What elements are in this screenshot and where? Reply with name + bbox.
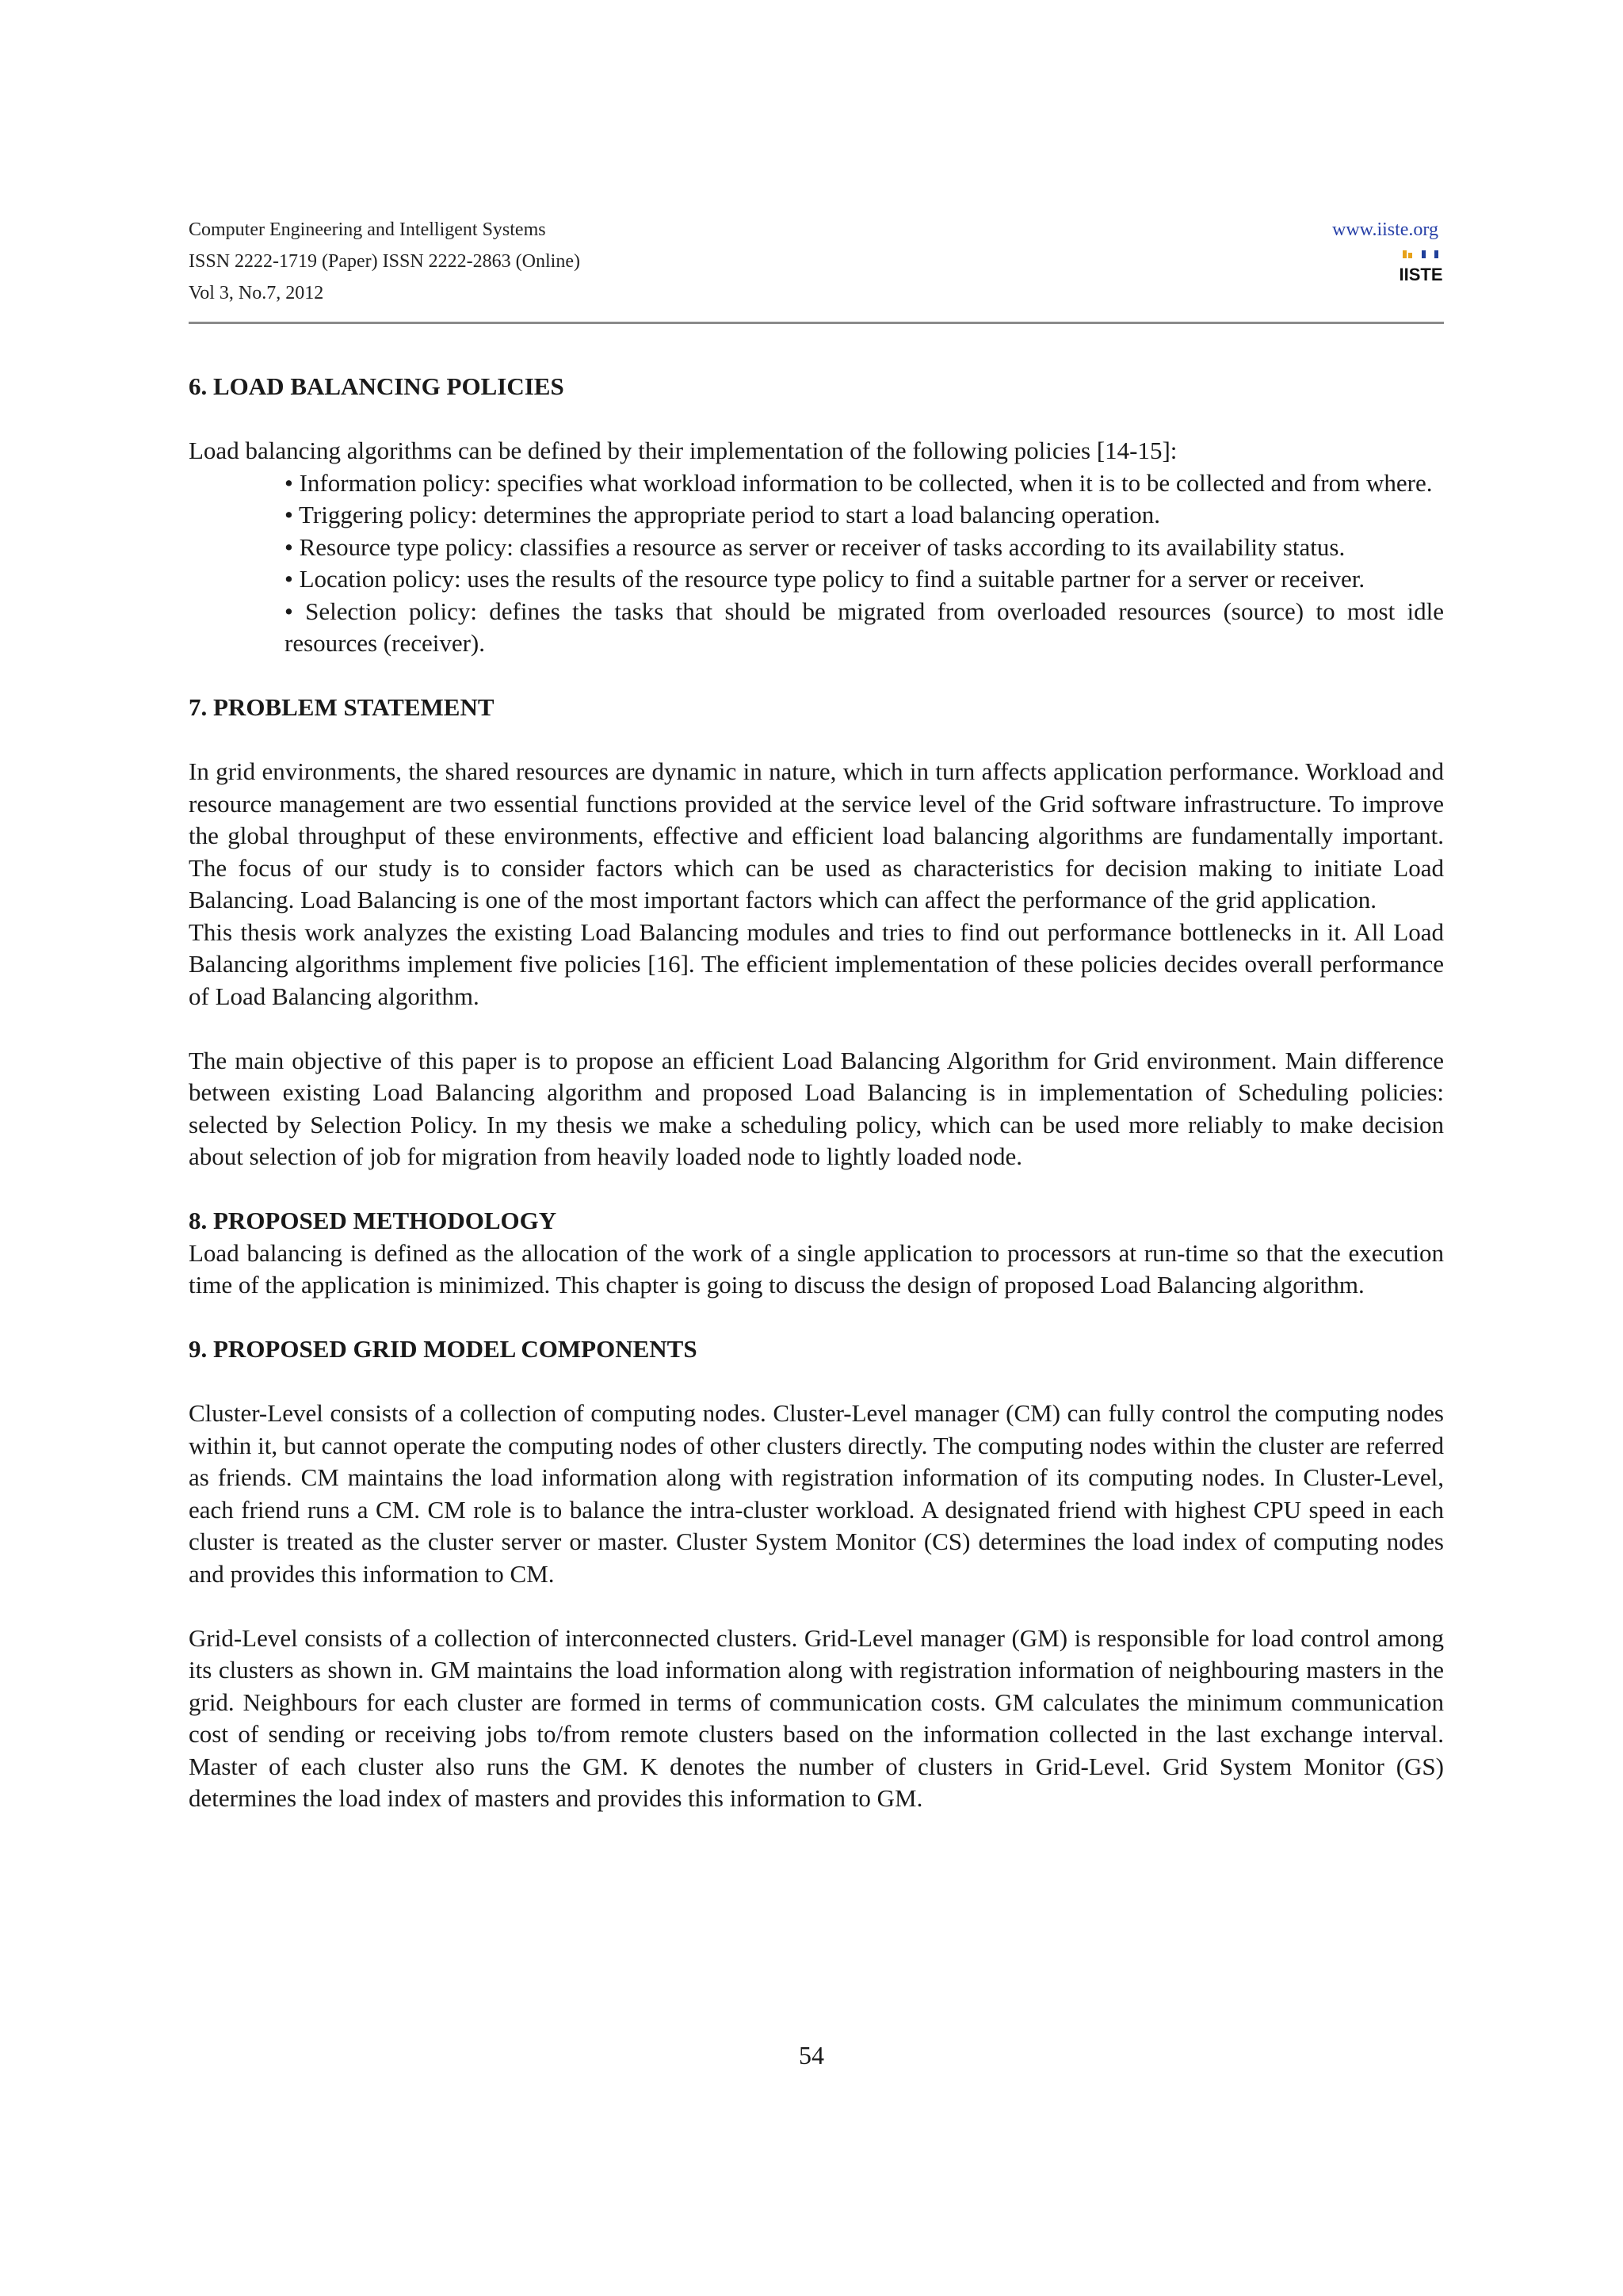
section-heading: 8. PROPOSED METHODOLOGY	[189, 1207, 557, 1234]
volume-line: Vol 3, No.7, 2012	[189, 283, 324, 303]
paragraph: In grid environments, the shared resources are dynamic in nature, which in turn affects application performance. Workload and resource management are two essential functions provided at the service level of the Grid software infrastructure. To improve the global throughput of these environments, effective and efficient load balancing algorithms are fundamentally important. The focus of our study is to consider factors which can be used as characteristics for decision making to initiate Load Balancing. Load Balancing is one of the most important factors which can affect the performance of the grid application.	[189, 757, 1444, 913]
website-link[interactable]: www.iiste.org	[1332, 219, 1438, 240]
section-heading: 6. LOAD BALANCING POLICIES	[189, 372, 564, 400]
section-heading: 9. PROPOSED GRID MODEL COMPONENTS	[189, 1335, 697, 1363]
paragraph: This thesis work analyzes the existing Load Balancing modules and tries to find out performance bottlenecks in it. All Load Balancing algorithms implement five policies [16]. The efficient implementation of these policies decides overall performance of Load Balancing algorithm.	[189, 917, 1444, 1010]
page-number: 54	[799, 2041, 824, 2069]
paragraph: Grid-Level consists of a collection of interconnected clusters. Grid-Level manager (GM) is responsible for load control among its clusters as shown in. GM maintains the load information along with registration information of neighbouring masters in the grid. Neighbours for each cluster are formed in terms of communication costs. GM calculates the minimum communication cost of sending or receiving jobs to/from remote clusters based on the information collected in the last exchange interval. Master of each cluster also runs the GM. K denotes the number of clusters in Grid-Level. Grid System Monitor (GS) determines the load index of masters and provides this information to GM.	[189, 1623, 1444, 1812]
policy-list	[189, 467, 1444, 660]
header-divider	[189, 322, 1444, 324]
journal-title: Computer Engineering and Intelligent Systems	[189, 219, 546, 240]
list-item: • Selection policy: defines the tasks that should be migrated from overloaded resources (source) to most idle resources (receiver).	[285, 597, 1444, 657]
page-header	[189, 214, 1444, 309]
logo-text: IISTE	[1399, 265, 1443, 282]
list-item: • Triggering policy: determines the appropriate period to start a load balancing operation.	[285, 501, 1161, 528]
paragraph: The main objective of this paper is to propose an efficient Load Balancing Algorithm for Grid environment. Main difference between existing Load Balancing algorithm and proposed Load Balancing is in implementation of Scheduling policies: selected by Selection Policy. In my thesis we make a scheduling policy, which can be used more reliably to make decision about selection of job for migration from heavily loaded node to lightly loaded node.	[189, 1046, 1444, 1170]
section-intro: Load balancing algorithms can be defined by their implementation of the following policies [14-15]:	[189, 437, 1178, 464]
paragraph: Cluster-Level consists of a collection of computing nodes. Cluster-Level manager (CM) can fully control the computing nodes within it, but cannot operate the computing nodes of other clusters directly. The computing nodes within the cluster are referred as friends. CM maintains the load information along with registration information of its computing nodes. In Cluster-Level, each friend runs a CM. CM role is to balance the intra-cluster workload. A designated friend with highest CPU speed in each cluster is treated as the cluster server or master. Cluster System Monitor (CS) determines the load index of computing nodes and provides this information to CM.	[189, 1399, 1444, 1588]
article-body	[189, 371, 1444, 1815]
paragraph: Load balancing is defined as the allocation of the work of a single application to processors at run-time so that the execution time of the application is minimized. This chapter is going to discuss the design of proposed Load Balancing algorithm.	[189, 1238, 1444, 1299]
list-item: • Location policy: uses the results of the resource type policy to find a suitable partner for a server or receiver.	[285, 565, 1365, 593]
list-item: • Information policy: specifies what workload information to be collected, when it is to be collected and from where.	[285, 468, 1433, 497]
section-heading: 7. PROBLEM STATEMENT	[189, 693, 495, 721]
iiste-logo	[1398, 249, 1444, 282]
list-item: • Resource type policy: classifies a resource as server or receiver of tasks according to its availability status.	[285, 532, 1346, 561]
issn-line: ISSN 2222-1719 (Paper) ISSN 2222-2863 (Online)	[189, 251, 580, 272]
